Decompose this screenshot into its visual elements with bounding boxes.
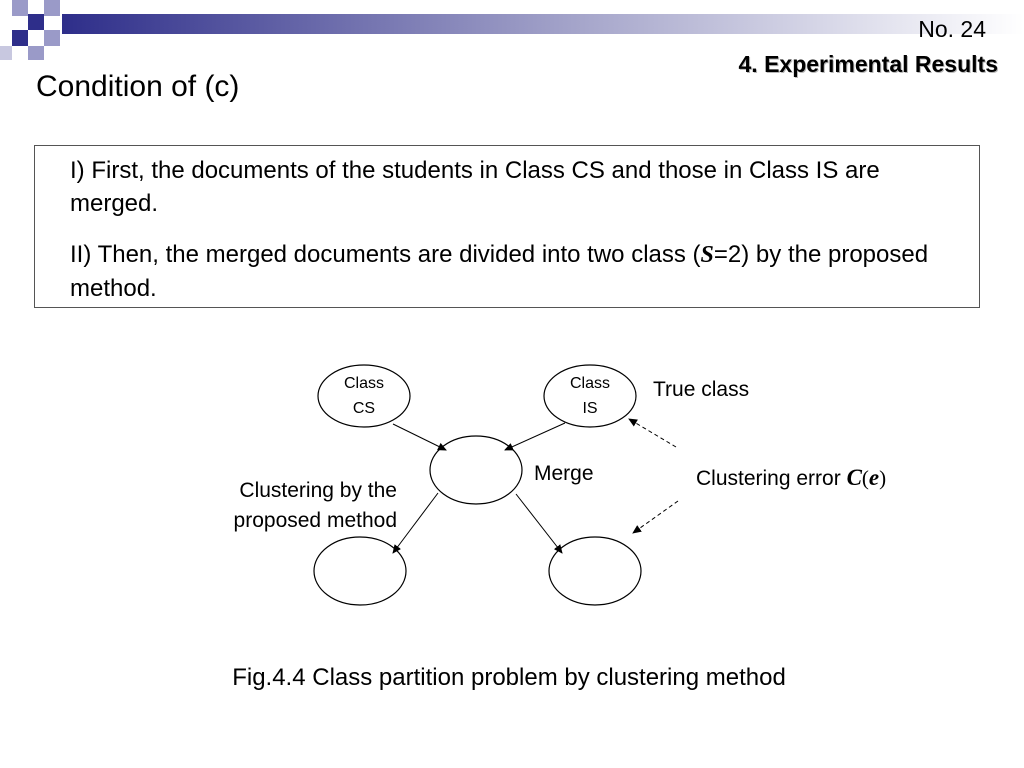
clustering-method-label-line1: Clustering by the [239,479,397,502]
node-merged [430,436,522,504]
arrow-merged-to-cluster-1 [393,493,438,553]
node-class-cs-label-line2: CS [352,400,376,417]
error-symbol-e: e [868,465,880,490]
clustering-error-label [696,463,886,494]
error-symbol-open: ( [861,466,869,490]
clustering-method-label-line2: proposed method [233,509,397,532]
variable-s: S [700,242,714,268]
item2-text-after: =2) by the proposed method. [70,241,929,302]
node-cluster-2 [549,537,641,605]
error-symbol-c: C [846,465,862,490]
slide-title: Condition of (c) [36,70,240,103]
description-item-1: I) First, the documents of the students in Class CS and those in Class IS are merged. [70,157,880,217]
error-arrow-to-cluster-2 [633,501,678,533]
node-class-cs-label-line1: Class [343,375,385,392]
node-cluster-1 [314,537,406,605]
error-symbol-close: ) [879,466,887,490]
node-class-is-label-line2: IS [582,400,598,417]
item2-text-before: II) Then, the merged documents are divided into two class ( [70,241,701,268]
arrow-cs-to-merged [393,424,446,450]
slide-number: No. 24 [918,16,986,42]
error-arrow-to-is [629,419,676,447]
figure-caption: Fig.4.4 Class partition problem by clustering method [232,664,786,691]
section-title: 4. Experimental Results [738,51,998,77]
node-class-is-label-line1: Class [569,375,611,392]
clustering-error-text: Clustering error [696,467,847,490]
true-class-label: True class [653,378,750,401]
arrow-merged-to-cluster-2 [516,494,562,553]
clustering-method-label [234,476,397,536]
merge-label: Merge [534,462,594,485]
arrow-is-to-merged [505,423,565,450]
